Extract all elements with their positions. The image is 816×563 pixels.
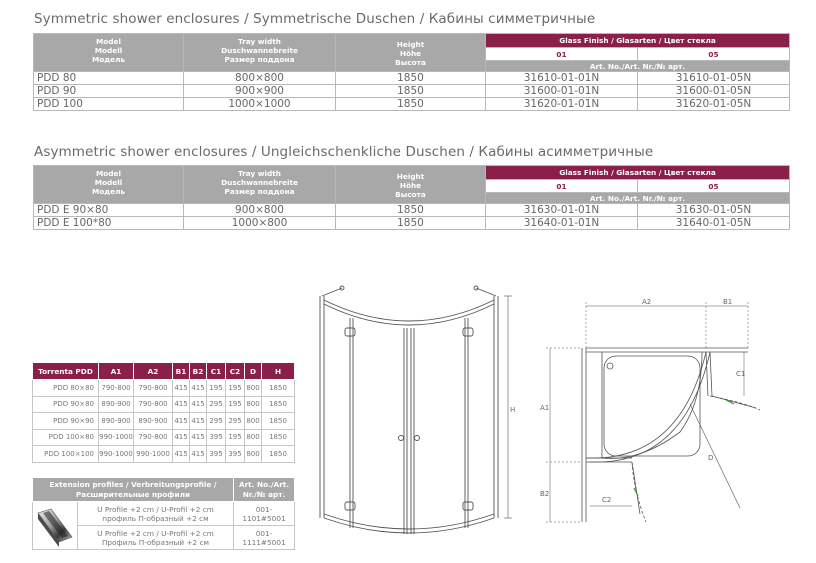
table-row: PDD 90×80 890-900 790-800 415 415 295 195 800 1850 [33,396,295,413]
dims-header-h: H [262,363,295,380]
glass-finish-header: Glass Finish / Glasarten / Цвет стекла [486,166,790,180]
extension-art: 001-1111#5001 [234,526,295,550]
glass-finish-header: Glass Finish / Glasarten / Цвет стекла [486,34,790,48]
dimensions-table [32,362,295,463]
finish-05-header: 05 [638,48,790,61]
table-row: PDD 100×80 990-1000 790-800 415 415 395 195 800 1850 [33,429,295,446]
extension-header-desc: Extension profiles / Verbreitungsprofile / Расширительные профили [33,478,234,502]
table-row: PDD 100 1000×1000 1850 31620-01-01N 31620-01-05N [34,98,790,111]
finish-05-header: 05 [638,180,790,193]
table-row: PDD E 90×80 900×800 1850 31630-01-01N 31630-01-05N [34,204,790,217]
dim-label-c2: C2 [602,496,612,504]
symmetric-table [33,33,790,111]
finish-01-header: 01 [486,48,638,61]
model-header: Model Modell Модель [34,34,184,72]
dim-label-d: D [708,454,714,462]
dim-label-c1: C1 [736,370,746,378]
height-header: Height Höhe Высота [336,34,486,72]
table-row: PDD 90×90 890-900 890-900 415 415 295 295 800 1850 [33,413,295,430]
front-view-drawing [312,282,522,548]
dims-header-model: Torrenta PDD [33,363,99,380]
model-header: Model Modell Модель [34,166,184,204]
art-no-header: Art. No./Art. Nr./№ арт. [486,193,790,204]
symmetric-title: Symmetric shower enclosures / Symmetrische Duschen / Кабины симметричные [34,11,596,27]
extension-art: 001-1101#5001 [234,502,295,526]
dims-header-c1: C1 [207,363,226,380]
table-row: PDD 80 800×800 1850 31610-01-01N 31610-01-05N [34,72,790,85]
profile-image [33,502,78,550]
table-row: PDD 80×80 790-800 790-800 415 415 195 195 800 1850 [33,380,295,397]
tray-header: Tray width Duschwannebreite Размер поддона [184,34,336,72]
table-row [33,502,295,526]
extension-profiles-table [32,477,295,550]
dims-header-d: D [245,363,262,380]
extension-desc: U Profile +2 cm / U-Profil +2 cm Профиль П-образный +2 см [78,526,234,550]
dims-header-c2: C2 [226,363,245,380]
plan-view-drawing [530,292,770,548]
finish-01-header: 01 [486,180,638,193]
dim-label-b1: B1 [723,298,733,306]
tray-header: Tray width Duschwannebreite Размер поддона [184,166,336,204]
dim-label-a2: A2 [642,298,652,306]
dims-header-b1: B1 [173,363,190,380]
asymmetric-title: Asymmetric shower enclosures / Ungleichschenkliche Duschen / Кабины асимметричные [34,144,654,160]
dims-header-a2: A2 [134,363,173,380]
u-profile-icon [35,505,75,545]
dims-header-b2: B2 [190,363,207,380]
extension-header-art: Art. No./Art. Nr./№ арт. [234,478,295,502]
asymmetric-table [33,165,790,230]
table-row: PDD 100×100 990-1000 990-1000 415 415 395 395 800 1850 [33,446,295,463]
art-no-header: Art. No./Art. Nr./№ арт. [486,61,790,72]
dim-label-b2: B2 [540,490,550,498]
dims-header-a1: A1 [99,363,134,380]
height-header: Height Höhe Высота [336,166,486,204]
dim-label-a1: A1 [540,404,550,412]
extension-desc: U Profile +2 cm / U-Profil +2 cm профиль П-образный +2 см [78,502,234,526]
table-row: PDD E 100*80 1000×800 1850 31640-01-01N 31640-01-05N [34,217,790,230]
dim-label-h: H [510,406,516,414]
table-row: PDD 90 900×900 1850 31600-01-01N 31600-01-05N [34,85,790,98]
